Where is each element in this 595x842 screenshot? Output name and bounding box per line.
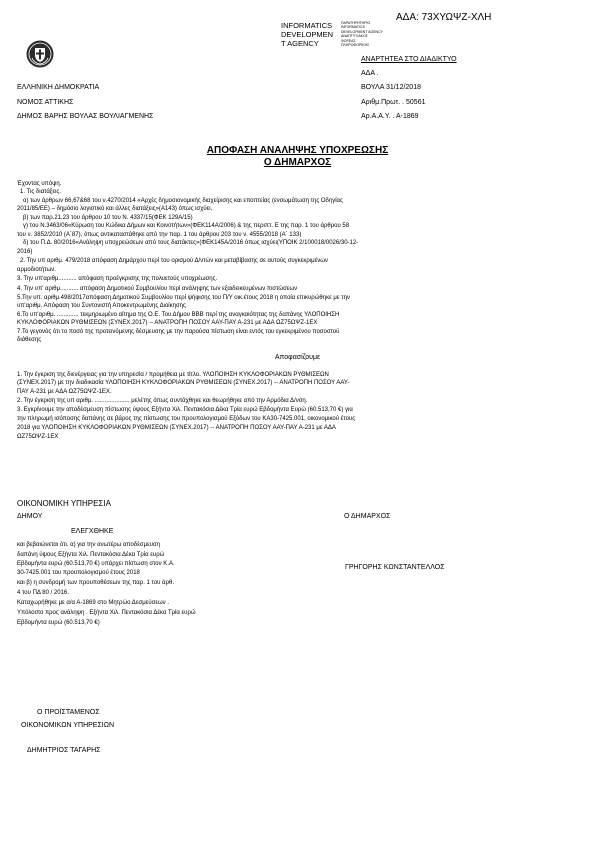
header-municipality: ΔΗΜΟΣ ΒΑΡΗΣ ΒΟΥΛΑΣ ΒΟΥΛΙΑΓΜΕΝΗΣ [17,113,154,120]
body-line: 2016) [17,249,33,255]
informatics-logo-side: ΠΑΡΑΤΗΡΗΤΗΡΙΟ INFORMATICS DEVELOPMENT AGENCY ΑΝΑΠΤΥΞΙΑΚΟΣ ΦΟΡΕΑΣ ΠΛΗΡΟΦΟΡΙΚΗΣ [341,21,383,48]
body-line: 4. Την υπ' αριθμ........... απόφαση Δημοτικού Συμβουλίου περί ανάληψης των εξαιδεικευμένων πιστώσεων [17,286,298,292]
informatics-logo-text: INFORMATICS DEVELOPMEN T AGENCY [281,21,334,49]
finance-municipality: ΔΗΜΟΥ [17,513,43,520]
document-subtitle: Ο ΔΗΜΑΡΧΟΣ [263,157,332,168]
aay-field: Αρ.Α.Α.Υ. . Α-1869 [361,113,419,120]
body-line: α) των άρθρων 66,67&68 του ν.4270/2014 «Αρχές δημοσιονομικής διαχείρισης και εποπτείας (ενσωμάτωση της Οδηγίας [23,198,343,204]
decision-line: 1. Την έγκριση της διενέργειας για την υπηρεσία / προμήθεια με τίτλο. ΥΛΟΠΟΙΗΣΗ ΚΥΚΛΟΦΟΡΙΑΚΩΝ ΡΥΘΜΙΣΕΩΝ [17,372,329,378]
finance-line: 4 του ΠΔ 80 / 2016. [17,590,69,596]
decision-line: ΩΖ75ΩΨΖ-1ΕΧ [17,434,59,440]
body-line: Έχοντας υπόψη. [17,181,62,187]
finance-line: 30-7425.001 του προυπολογισμού έτους 2018 [17,570,140,576]
body-line: δ) του Π.Δ. 80/2016«Ανάληψη υποχρεώσεων από τους διατάκτες»(ΦΕΚ145Α/2016 όπως ισχύει(ΥΠΟΙΚ 2/100018/0026/30-12- [23,240,359,246]
body-line: αρμοδιοτήτων. [17,267,56,273]
mayor-name: ΓΡΗΓΟΡΗΣ ΚΩΝΣΤΑΝΤΕΛΛΟΣ [345,564,445,571]
body-line: 5.Την υπ. αριθμ.498/2017απόφαση Δημοτικού Συμβουλίου περί ψήφισης του Π/Υ οικ.έτους 2018 η οποία επικυρώθηκε με την [17,295,350,301]
posted-online-label: ΑΝΑΡΤΗΤΕΑ ΣΤΟ ΔΙΑΔΙΚΤΥΟ [361,56,457,63]
decision-line: ΠΑΥ Α-231 με ΑΔΑ ΩΖ75ΩΨΖ-1ΕΧ. [17,389,112,395]
body-line: 1. Τις διατάξεις. [20,189,62,195]
protocol-field: Αριθμ.Πρωτ. . 50561 [361,99,426,106]
finance-line: Εβδομήντα ευρώ (60.513,70 €) υπάρχει πίστωση στον Κ.Α. [17,561,175,567]
ada-field: ΑΔΑ . [361,70,379,77]
body-line: γ) του Ν.3463/06«Κύρωση του Κώδικα Δήμων και Κοινοτήτων»(ΦΕΚ114Α/2006) & της περιπτ. Ε της παρ. 1 του άρθρου 58 [23,223,350,229]
decide-heading: Αποφασίζουμε [274,354,321,361]
decision-line: την πληρωμή ισόποσης δαπάνης σε βάρος της πίστωσης του προυπολογισμού Εξόδων του ΚΑ30-7425.001, οικονομικού έτους [17,416,356,422]
greek-emblem-icon [26,40,54,68]
finance-service-title: ΟΙΚΟΝΟΜΙΚΗ ΥΠΗΡΕΣΙΑ [17,499,111,508]
head-finance-title: Ο ΠΡΟΪΣΤΑΜΕΝΟΣ [37,709,100,716]
head-finance-dept: ΟΙΚΟΝΟΜΙΚΩΝ ΥΠΗΡΕΣΙΩΝ [21,722,115,729]
ada-stamp: ΑΔΑ: 73ΧΥΩΨΖ-ΧΛΗ [396,12,492,23]
finance-line: Υπόλοιπο προς ανάληψη . Εξήντα Χιλ. Πεντακόσια Δέκα Τρία ευρώ [17,610,196,616]
body-line: διάθεσης [17,337,42,343]
finance-line: Καταχωρήθηκε με α/α Α-1869 στο Μητρώο Δεσμεύσεων . [17,600,170,606]
head-finance-name: ΔΗΜΗΤΡΙΟΣ ΤΑΓΑΡΗΣ [27,747,101,754]
body-line: 6.Το υπ'αριθμ. ............. τεκμηριωμένο αίτημα της Ο.Ε. Του Δήμου ΒΒΒ περί της αναγκαιότητας της δαπάνης ΥΛΟΠΟΙΗΣΗ [17,312,340,318]
checked-label: ΕΛΕΓΧΘΗΚΕ [71,528,114,535]
header-prefecture: ΝΟΜΟΣ ΑΤΤΙΚΗΣ [17,99,74,106]
body-line: β) των παρ.21,23 του άρθρου 10 του Ν. 4337/15(ΦΕΚ 129Α/15) [23,215,193,221]
date-field: ΒΟΥΛΑ 31/12/2018 [361,84,421,91]
finance-line: και β) η συνδρομή των προυποθέσεων της παρ. 1 του άρθ. [17,580,174,586]
decision-line: 2018 για ΥΛΟΠΟΙΗΣΗ ΚΥΚΛΟΦΟΡΙΑΚΩΝ ΡΥΘΜΙΣΕΩΝ (ΣΥΝΕΧ.2017) -- ΑΝΑΤΡΟΠΗ ΠΟΣΟΥ ΑΑΥ-ΠΑΥ Α-231 με ΑΔΑ [17,425,336,431]
decision-line: (ΣΥΝΕΧ.2017) με την διαδικασία ΥΛΟΠΟΙΗΣΗ ΚΥΚΛΟΦΟΡΙΑΚΩΝ ΡΥΘΜΙΣΕΩΝ (ΣΥΝΕΧ.2017) -- ΑΝΑΤΡΟΠΗ ΠΟΣΟΥ ΑΑΥ- [17,380,350,386]
mayor-title: Ο ΔΗΜΑΡΧΟΣ [344,513,391,520]
document-title: ΑΠΟΦΑΣΗ ΑΝΑΛΗΨΗΣ ΥΠΟΧΡΕΩΣΗΣ [206,145,389,156]
body-line: 3. Την υπ'αριθμ........... απόφαση προέγκρισης της πολυετούς υποχρέωσης. [17,276,218,282]
body-line: υπ'αριθμ. Απόφαση του Συντονιστή Αποκεντρωμένης Διοίκησης [17,303,186,309]
finance-line: Εβδομήντα ευρώ (60.513,70 €) [17,620,100,626]
decision-line: 3. Εγκρίνουμε την αποδέσμευση πίστωσης ύψους Εξήντα Χιλ. Πεντακόσια Δέκα Τρία ευρώ Εβδομήντα Ευρώ (60.513,70 €) για [17,407,353,413]
body-line: 2011/85/ΕΕ) – δημόσιο λογιστικό και άλλες διατάξεις»(Α143) όπως ισχύει, [17,206,213,212]
finance-line: δαπάνη ύψους Εξήντα Χιλ. Πεντακόσια Δέκα Τρία ευρώ [17,552,165,558]
body-line: 7.Το γεγονός ότι το ποσό της προτεινόμενης δέσμευσης με την παρούσα πίστωση είναι εντός του εγκεκριμένου ποσοστού [17,329,340,335]
finance-line: και βεβαιώνεται ότι. α) για την ανωτέρω αποδέσμευση [17,542,161,548]
decision-line: 2. Την έγκριση της υπ αριθμ. ..................... μελέτης όπως συντάχθηκε και θεωρήθηκε από την Αρμόδια Δ/νση. [17,398,308,404]
body-line: του ν. 3852/2010 (Α΄87), όπως αντικαταστάθηκε από την παρ. 1 του άρθρου 203 του ν. 4555/2018 (Α΄ 133) [17,232,302,238]
header-republic: ΕΛΛΗΝΙΚΗ ΔΗΜΟΚΡΑΤΙΑ [17,84,100,91]
body-line: 2. Την υπ αριθμ. 479/2018 απόφαση Δημάρχου περί του ορισμού Δ/ντών και μεταβίβασης σε αυτούς συγκεκριμένων [20,258,328,264]
body-line: ΚΥΚΛΟΦΟΡΙΑΚΩΝ ΡΥΘΜΙΣΕΩΝ (ΣΥΝΕΧ.2017) -- ΑΝΑΤΡΟΠΗ ΠΟΣΟΥ ΑΑΥ-ΠΑΥ Α-231 με ΑΔΑ ΩΖ75ΩΨΖ-1ΕΧ [17,320,318,326]
